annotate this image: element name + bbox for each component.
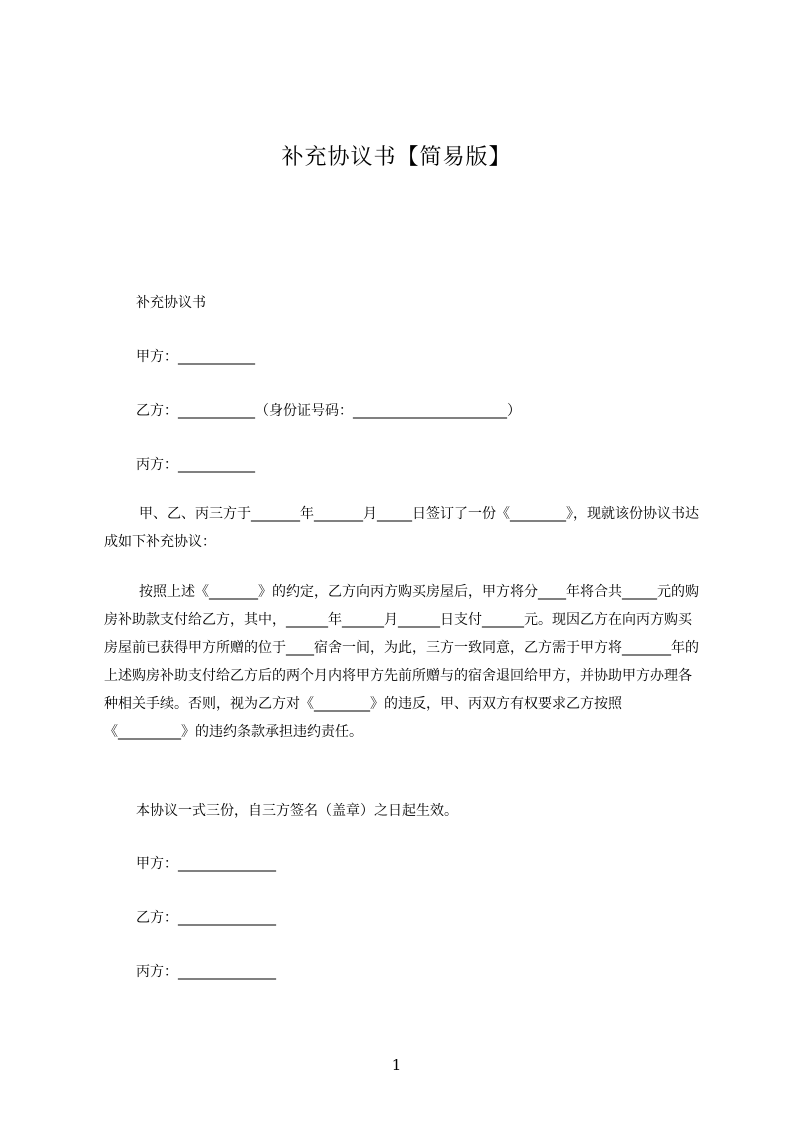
page-number: 1 (391, 1056, 402, 1074)
party-b-field: 乙方：___________（身份证号码：______________________） (136, 403, 521, 419)
document-title: 补充协议书【简易版】 (281, 145, 512, 170)
party-a-field: 甲方：___________ (136, 349, 255, 365)
signature-c: 丙方：______________ (136, 964, 276, 980)
effect-statement: 本协议一式三份，自三方签名（盖章）之日起生效。 (136, 803, 458, 819)
party-c-field: 丙方：___________ (136, 457, 255, 473)
signature-a: 甲方：______________ (136, 856, 276, 872)
signature-b: 乙方：______________ (136, 910, 276, 926)
intro-paragraph: 甲、乙、丙三方于_______年_______月_____日签订了一份《________》，现就该份协议书达成如下补充协议： (104, 506, 699, 550)
heading: 补充协议书 (136, 295, 206, 311)
clause-paragraph: 按照上述《_______》的约定，乙方向丙方购买房屋后，甲方将分____年将合共_____元的购房补助款支付给乙方，其中，______年______月______日支付______元。现因乙方在向丙方购买房屋前已获得甲方所赠的位于____宿舍一间，为此，三方一致同意，乙方需于甲方将_______年的上述购房补助支付给乙方后的两个月内将甲方先前所赠与的宿舍退回给甲方，并协助甲方办理各种相关手续。否则，视为乙方对《________》的违反，甲、丙双方有权要求乙方按照《_________》的违约条款承担违约责任。 (104, 584, 699, 740)
